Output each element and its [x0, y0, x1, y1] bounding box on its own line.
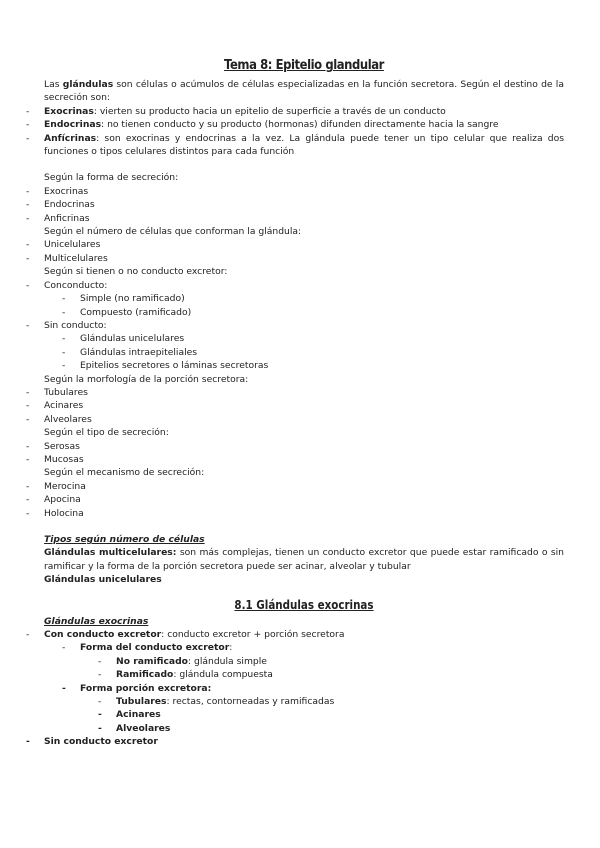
con-conducto-sublist: [80, 292, 564, 319]
list-item: - Con conducto excretor: conducto excretor + porción secretora - Forma del conducto excretor: - No ramificado: glándula simple - Ramificado: glándula compuesta - Forma porción excretora: - Tubulares: rectas, contorneadas y ramificadas - Acinares - Alveolares: [44, 628, 564, 735]
list-item: - No ramificado: glándula simple: [116, 655, 564, 668]
list-item: - Anficrinas: [44, 212, 564, 225]
forma-conducto-sublist: [116, 655, 564, 682]
document-page: [44, 56, 564, 749]
list-item: - Tubulares: [44, 386, 564, 399]
list-item: - Glándulas unicelulares: [80, 332, 564, 345]
sin-conducto-sublist: [80, 332, 564, 372]
tipo-list: [44, 440, 564, 467]
list-item: - Ramificado: glándula compuesta: [116, 668, 564, 681]
list-item: - Exocrinas: [44, 185, 564, 198]
list-item: - Alveolares: [116, 722, 564, 735]
list-item: - Glándulas intraepiteliales: [80, 346, 564, 359]
list-item: - Sin conducto excretor: [44, 735, 564, 748]
numero-list: [44, 238, 564, 265]
list-item: - Endocrinas: [44, 198, 564, 211]
list-item: - Forma del conducto excretor: - No ramificado: glándula simple - Ramificado: glándula compuesta: [80, 641, 564, 681]
list-item: - Apocina: [44, 493, 564, 506]
list-item: - Tubulares: rectas, contorneadas y ramificadas: [116, 695, 564, 708]
list-item: - Compuesto (ramificado): [80, 306, 564, 319]
forma-label: Según la forma de secreción:: [44, 172, 179, 184]
list-item: - Exocrinas: vierten su producto hacia un epitelio de superficie a través de un conducto: [44, 105, 564, 118]
list-item: - Epitelios secretores o láminas secretoras: [80, 359, 564, 372]
mecanismo-list: [44, 480, 564, 520]
conducto-label: Según si tienen o no conducto excretor:: [44, 266, 228, 278]
list-item: - Simple (no ramificado): [80, 292, 564, 305]
list-item: - Multicelulares: [44, 252, 564, 265]
con-conducto-tree: [80, 641, 564, 735]
section-title: 8.1 Glándulas exocrinas: [234, 597, 374, 612]
exocrinas-heading: Glándulas exocrinas: [44, 615, 149, 627]
page-title: Tema 8: Epitelio glandular: [224, 57, 384, 73]
list-item: - Serosas: [44, 440, 564, 453]
morfologia-label: Según la morfología de la porción secretora:: [44, 373, 249, 385]
list-item: - Acinares: [116, 708, 564, 721]
list-item: - Holocina: [44, 507, 564, 520]
unicelulares-heading: Glándulas unicelulares: [44, 574, 162, 586]
list-item: - Anfícrinas: son exocrinas y endocrinas a la vez. La glándula puede tener un tipo celular que realiza dos funciones o tipos celulares distintos para cada función: [44, 132, 564, 159]
multicelulares-paragraph: Glándulas multicelulares: son más complejas, tienen un conducto excretor que puede estar ramificado o sin ramificar y la forma de la porción secretora puede ser acinar, alveolar y tubular: [44, 547, 565, 572]
list-item: - Unicelulares: [44, 238, 564, 251]
conducto-list: [44, 279, 564, 373]
tipo-label: Según el tipo de secreción:: [44, 427, 169, 439]
list-item: - Forma porción excretora: - Tubulares: rectas, contorneadas y ramificadas - Acinares - Alveolares: [80, 682, 564, 736]
forma-porcion-sublist: [116, 695, 564, 735]
exocrinas-list: [44, 628, 564, 749]
list-item: - Acinares: [44, 399, 564, 412]
intro-paragraph: Las glándulas son células o acúmulos de células especializadas en la función secretora. Según el destino de la secreción son:: [44, 79, 564, 104]
list-item: - Mucosas: [44, 453, 564, 466]
destino-list: [44, 105, 564, 159]
tipos-numero-heading: Tipos según número de células: [44, 534, 205, 545]
list-item: - Endocrinas: no tienen conducto y su producto (hormonas) difunden directamente hacia la sangre: [44, 118, 564, 131]
list-item: - Sin conducto: - Glándulas unicelulares - Glándulas intraepiteliales - Epitelios secretores o láminas secretoras: [44, 319, 564, 373]
glandulas-term: glándulas: [62, 79, 114, 90]
morfologia-list: [44, 386, 564, 426]
numero-label: Según el número de células que conforman la glándula:: [44, 226, 302, 238]
list-item: - Merocina: [44, 480, 564, 493]
list-item: - Alveolares: [44, 413, 564, 426]
list-item: - Conconducto: - Simple (no ramificado) - Compuesto (ramificado): [44, 279, 564, 319]
mecanismo-label: Según el mecanismo de secreción:: [44, 467, 205, 479]
forma-list: [44, 185, 564, 225]
